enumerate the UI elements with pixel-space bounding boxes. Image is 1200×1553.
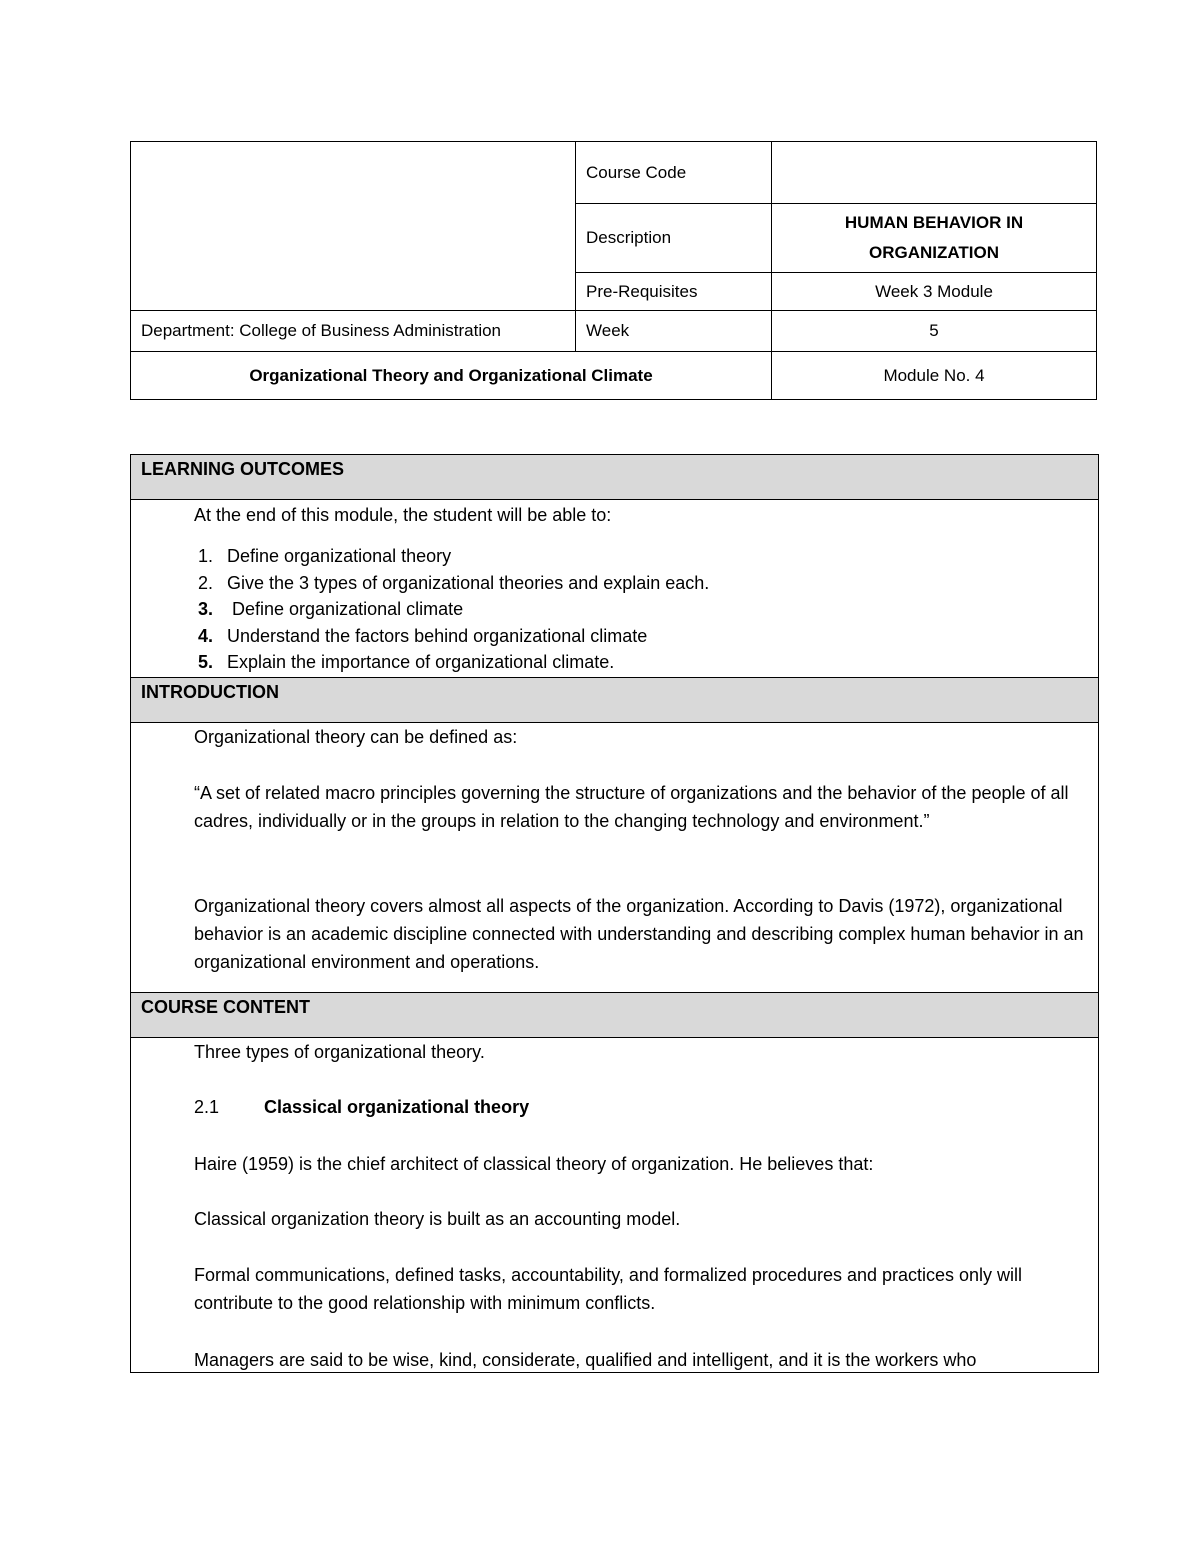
table-bottom-border xyxy=(130,1372,1099,1373)
module-number: Module No. 4 xyxy=(772,352,1097,400)
list-number: 1. xyxy=(198,546,214,566)
prerequisites-label: Pre-Requisites xyxy=(576,273,772,311)
learning-outcomes-intro: At the end of this module, the student will be able to: xyxy=(194,505,612,525)
learning-outcomes-body xyxy=(130,500,1099,677)
list-number: 5. xyxy=(198,652,214,672)
module-header-table xyxy=(130,141,1097,400)
list-item xyxy=(198,649,709,676)
introduction-heading: INTRODUCTION xyxy=(130,677,1099,723)
list-text: Give the 3 types of organizational theories and explain each. xyxy=(227,572,710,593)
subsection-title: Classical organizational theory xyxy=(264,1097,530,1117)
module-title: Organizational Theory and Organizational Climate xyxy=(131,352,772,400)
course-code-value xyxy=(772,142,1097,204)
prerequisites-value: Week 3 Module xyxy=(772,273,1097,311)
course-content-heading: COURSE CONTENT xyxy=(130,992,1099,1038)
list-text: Define organizational climate xyxy=(227,599,464,619)
list-number: 3. xyxy=(198,599,214,619)
list-text: Understand the factors behind organizational climate xyxy=(227,625,648,646)
introduction-body xyxy=(130,723,1099,992)
learning-outcomes-list xyxy=(198,543,710,676)
list-text: Explain the importance of organizational climate. xyxy=(227,652,615,672)
list-item xyxy=(198,570,710,597)
content-paragraph: Three types of organizational theory. xyxy=(194,1042,485,1062)
content-paragraph: Haire (1959) is the chief architect of classical theory of organization. He believes that: xyxy=(194,1154,874,1174)
description-value: HUMAN BEHAVIOR IN ORGANIZATION xyxy=(772,204,1097,273)
content-paragraph: Managers are said to be wise, kind, considerate, qualified and intelligent, and it is the workers who xyxy=(194,1350,977,1370)
list-number: 2. xyxy=(198,572,214,593)
content-paragraph: Formal communications, defined tasks, accountability, and formalized procedures and practices only will contribute to the good relationship with minimum conflicts. xyxy=(194,1265,1023,1313)
list-item xyxy=(198,543,709,570)
course-code-label: Course Code xyxy=(576,142,772,204)
definition-quote: “A set of related macro principles governing the structure of organizations and the behavior of the people of all cadres, individually or in the groups in relation to the changing technology and environment.” xyxy=(194,783,1069,831)
list-item xyxy=(198,623,709,650)
introduction-paragraph: Organizational theory covers almost all aspects of the organization. According to Davis (1972), organizational behavior is an academic discipline connected with understanding and describing complex human behavior in an organizational environment and operations. xyxy=(194,896,1084,972)
week-label: Week xyxy=(576,311,772,352)
list-item xyxy=(198,596,709,623)
subsection-number: 2.1 xyxy=(194,1097,220,1117)
list-number: 4. xyxy=(198,625,214,646)
introduction-paragraph: Organizational theory can be defined as: xyxy=(194,727,518,747)
learning-outcomes-heading: LEARNING OUTCOMES xyxy=(130,454,1099,500)
week-value: 5 xyxy=(772,311,1097,352)
logo-cell xyxy=(131,142,576,311)
department-cell: Department: College of Business Administration xyxy=(131,311,576,352)
content-paragraph: Classical organization theory is built as an accounting model. xyxy=(194,1209,681,1229)
subsection-heading xyxy=(194,1093,529,1121)
course-content-body xyxy=(130,1038,1099,1373)
list-text: Define organizational theory xyxy=(227,546,452,566)
description-label: Description xyxy=(576,204,772,273)
